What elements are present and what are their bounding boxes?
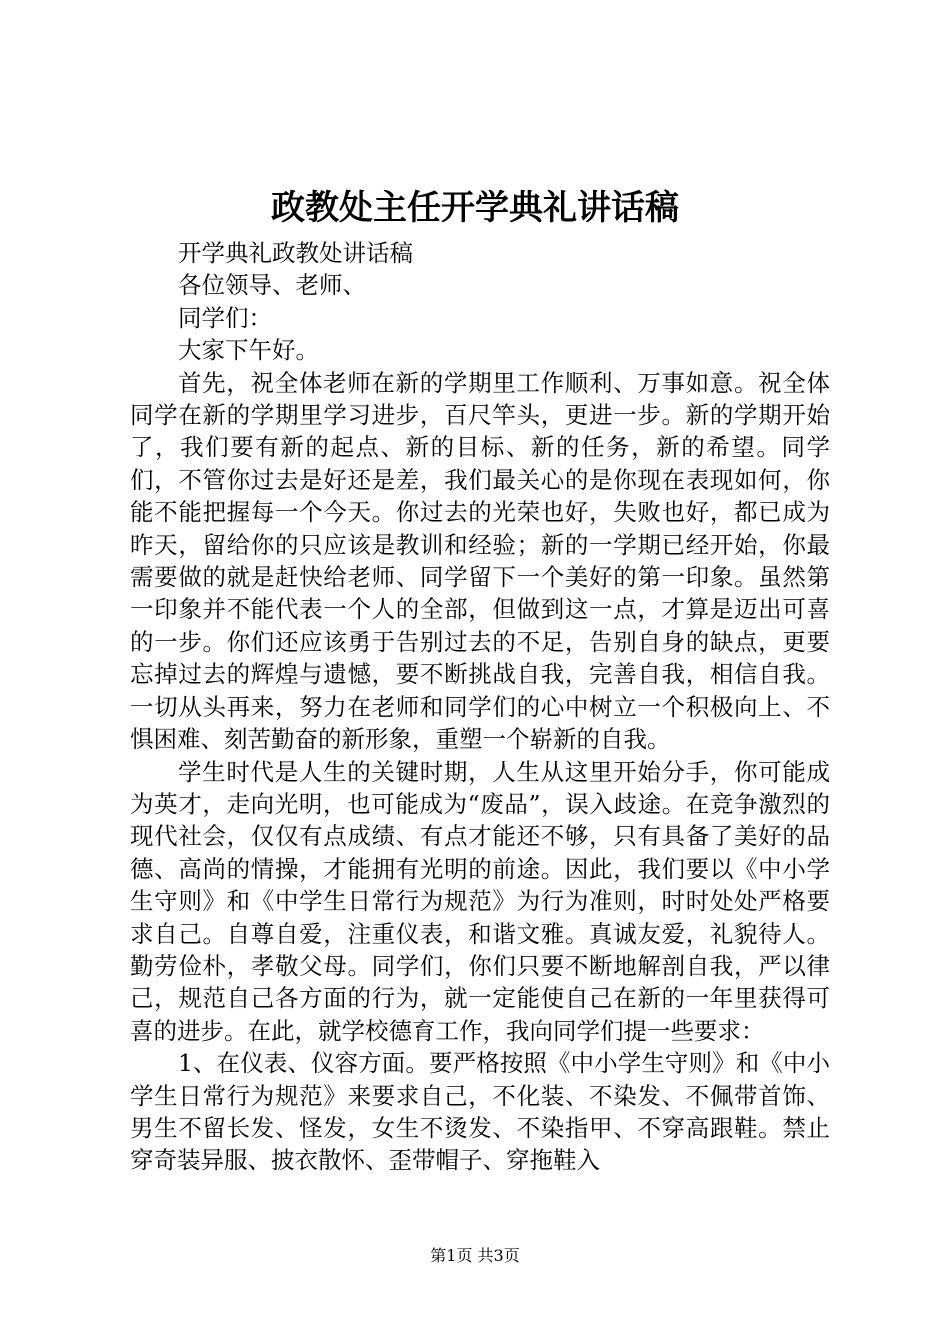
document-title: 政教处主任开学典礼讲话稿 xyxy=(271,188,679,228)
paragraph-requirement-1: 1、在仪表、仪容方面。要严格按照《中小学生守则》和《中小学生日常行为规范》来要求自己，不化装、不染发、不佩带首饰、男生不留长发、怪发，女生不烫发、不染指甲、不穿高跟鞋。禁止穿奇装异服、披衣散怀、歪带帽子、穿拖鞋入 xyxy=(130,1049,830,1175)
page-footer: 第1页 共3页 xyxy=(430,1246,520,1265)
paragraph-salutation-students: 同学们： xyxy=(178,303,272,332)
paragraph-salutation-leaders: 各位领导、老师、 xyxy=(178,271,366,300)
document-body xyxy=(130,237,830,1177)
paragraph-subtitle: 开学典礼政教处讲话稿 xyxy=(178,239,413,267)
paragraph-student-era: 学生时代是人生的关键时期，人生从这里开始分手，你可能成为英才，走向光明，也可能成为“废品”，误入歧途。在竞争激烈的现代社会，仅仅有点成绩、有点才能还不够，只有具备了美好的品德、高尚的情操，才能拥有光明的前途。因此，我们要以《中小学生守则》和《中学生日常行为规范》为行为准则，时时处处严格要求自己。自尊自爱，注重仪表，和谐文雅。真诚友爱，礼貌待人。勤劳俭朴，孝敬父母。同学们，你们只要不断地解剖自我，严以律己，规范自己各方面的行为，就一定能使自己在新的一年里获得可喜的进步。在此，就学校德育工作，我向同学们提一些要求： xyxy=(130,757,830,1045)
paragraph-opening: 首先，祝全体老师在新的学期里工作顺利、万事如意。祝全体同学在新的学期里学习进步，百尺竿头，更进一步。新的学期开始了，我们要有新的起点、新的目标、新的任务，新的希望。同学们，不管你过去是好还是差，我们最关心的是你现在表现如何，你能不能把握每一个今天。你过去的光荣也好，失败也好，都已成为昨天，留给你的只应该是教训和经验；新的一学期已经开始，你最需要做的就是赶快给老师、同学留下一个美好的第一印象。虽然第一印象并不能代表一个人的全部，但做到这一点，才算是迈出可喜的一步。你们还应该勇于告别过去的不足，告别自身的缺点，更要忘掉过去的辉煌与遗憾，要不断挑战自我，完善自我，相信自我。一切从头再来，努力在老师和同学们的心中树立一个积极向上、不惧困难、刻苦勤奋的新形象，重塑一个崭新的自我。 xyxy=(130,368,830,754)
paragraph-greeting: 大家下午好。 xyxy=(178,336,319,365)
